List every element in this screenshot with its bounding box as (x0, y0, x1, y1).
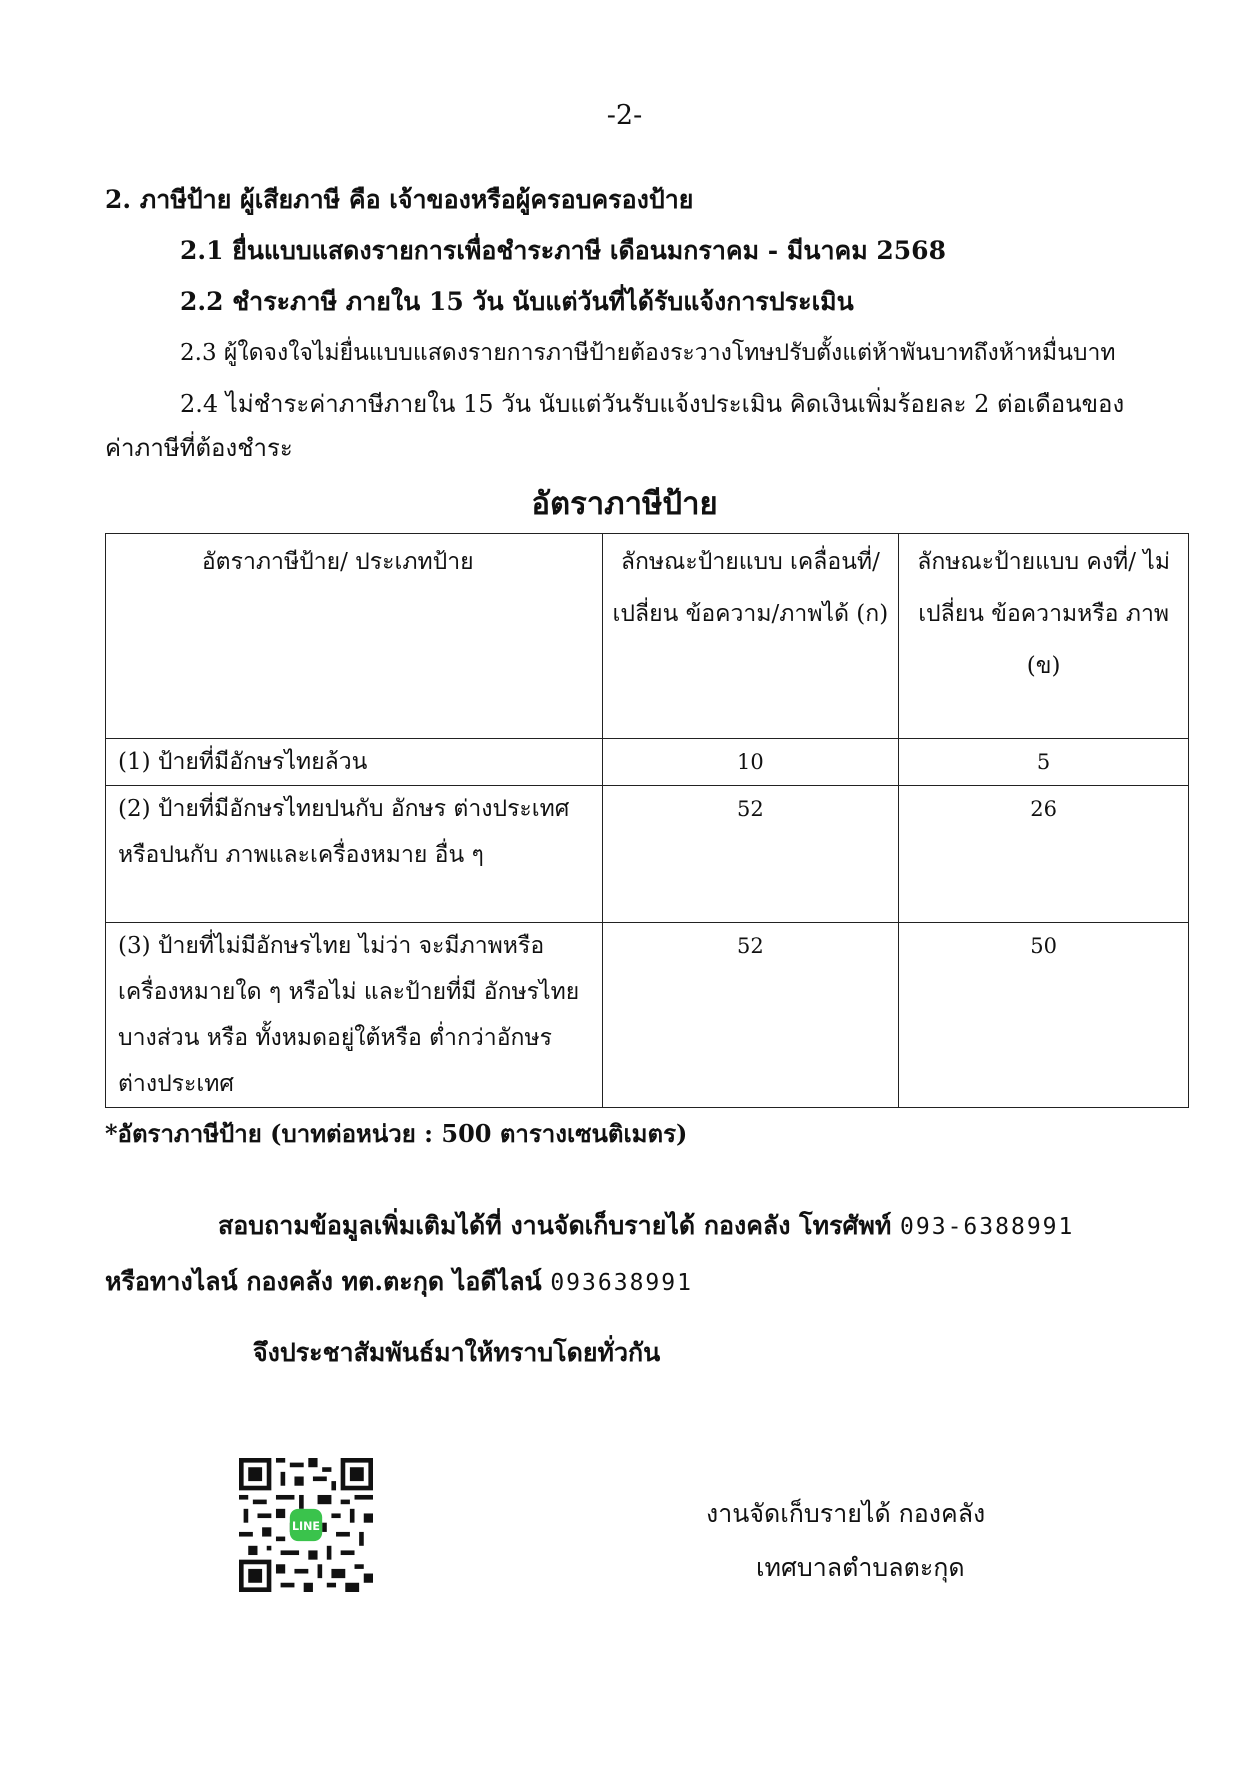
header-fixed: ลักษณะป้ายแบบ คงที่/ ไม่เปลี่ยน ข้อความหรือ ภาพ (ข) (899, 534, 1189, 739)
row2-rate-a: 52 (602, 786, 899, 923)
phone-number: 093-6388991 (900, 1214, 1075, 1240)
row3-rate-a: 52 (602, 923, 899, 1108)
line-id: 093638991 (550, 1270, 693, 1296)
contact-text-1: สอบถามข้อมูลเพิ่มเติมได้ที่ งานจัดเก็บรายได้ กองคลัง โทรศัพท์ (218, 1211, 892, 1240)
closing-statement: จึงประชาสัมพันธ์มาให้ทราบโดยทั่วกัน (253, 1338, 661, 1367)
rate-table (105, 533, 1189, 1108)
item-2-4-continuation: ค่าภาษีที่ต้องชำระ (105, 434, 293, 462)
signature-organization: เทศบาลตำบลตะกุด (756, 1553, 965, 1582)
table-row (106, 739, 1189, 786)
item-2-2: 2.2 ชำระภาษี ภายใน 15 วัน นับแต่วันที่ได้รับแจ้งการประเมิน (180, 287, 854, 316)
item-2-4: 2.4 ไม่ชำระค่าภาษีภายใน 15 วัน นับแต่วันรับแจ้งประเมิน คิดเงินเพิ่มร้อยละ 2 ต่อเดือนของ (180, 390, 1125, 418)
header-sign-type: อัตราภาษีป้าย/ ประเภทป้าย (106, 534, 603, 739)
row3-type: (3) ป้ายที่ไม่มีอักษรไทย ไม่ว่า จะมีภาพหรือ เครื่องหมายใด ๆ หรือไม่ และป้ายที่มี อักษรไทยบางส่วน หรือ ทั้งหมดอยู่ใต้หรือ ต่ำกว่าอักษร ต่างประเทศ (106, 923, 603, 1108)
table-title: อัตราภาษีป้าย (531, 486, 718, 522)
contact-text-2: หรือทางไลน์ กองคลัง ทต.ตะกุด ไอดีไลน์ (105, 1267, 542, 1296)
item-2-3: 2.3 ผู้ใดจงใจไม่ยื่นแบบแสดงรายการภาษีป้ายต้องระวางโทษปรับตั้งแต่ห้าพันบาทถึงห้าหมื่นบาท (180, 340, 1116, 366)
row2-rate-b: 26 (899, 786, 1189, 923)
table-header-row (106, 534, 1189, 739)
table-row (106, 786, 1189, 923)
row1-type: (1) ป้ายที่มีอักษรไทยล้วน (106, 739, 603, 786)
item-2-1: 2.1 ยื่นแบบแสดงรายการเพื่อชำระภาษี เดือนมกราคม - มีนาคม 2568 (180, 236, 946, 265)
contact-line-1 (218, 1206, 1074, 1246)
rate-note: *อัตราภาษีป้าย (บาทต่อหน่วย : 500 ตารางเซนติเมตร) (105, 1119, 688, 1148)
table-row (106, 923, 1189, 1108)
row1-rate-b: 5 (899, 739, 1189, 786)
line-logo-label: LINE (291, 1520, 321, 1534)
row3-rate-b: 50 (899, 923, 1189, 1108)
contact-line-2 (105, 1262, 693, 1302)
signature-department: งานจัดเก็บรายได้ กองคลัง (706, 1499, 986, 1528)
page-number: -2- (606, 100, 643, 131)
row1-rate-a: 10 (602, 739, 899, 786)
header-movable: ลักษณะป้ายแบบ เคลื่อนที่/เปลี่ยน ข้อความ/ภาพได้ (ก) (602, 534, 899, 739)
row2-type: (2) ป้ายที่มีอักษรไทยปนกับ อักษร ต่างประเทศหรือปนกับ ภาพและเครื่องหมาย อื่น ๆ (106, 786, 603, 923)
line-qr-code[interactable] (239, 1458, 373, 1592)
section-heading: 2. ภาษีป้าย ผู้เสียภาษี คือ เจ้าของหรือผู้ครอบครองป้าย (105, 185, 694, 214)
